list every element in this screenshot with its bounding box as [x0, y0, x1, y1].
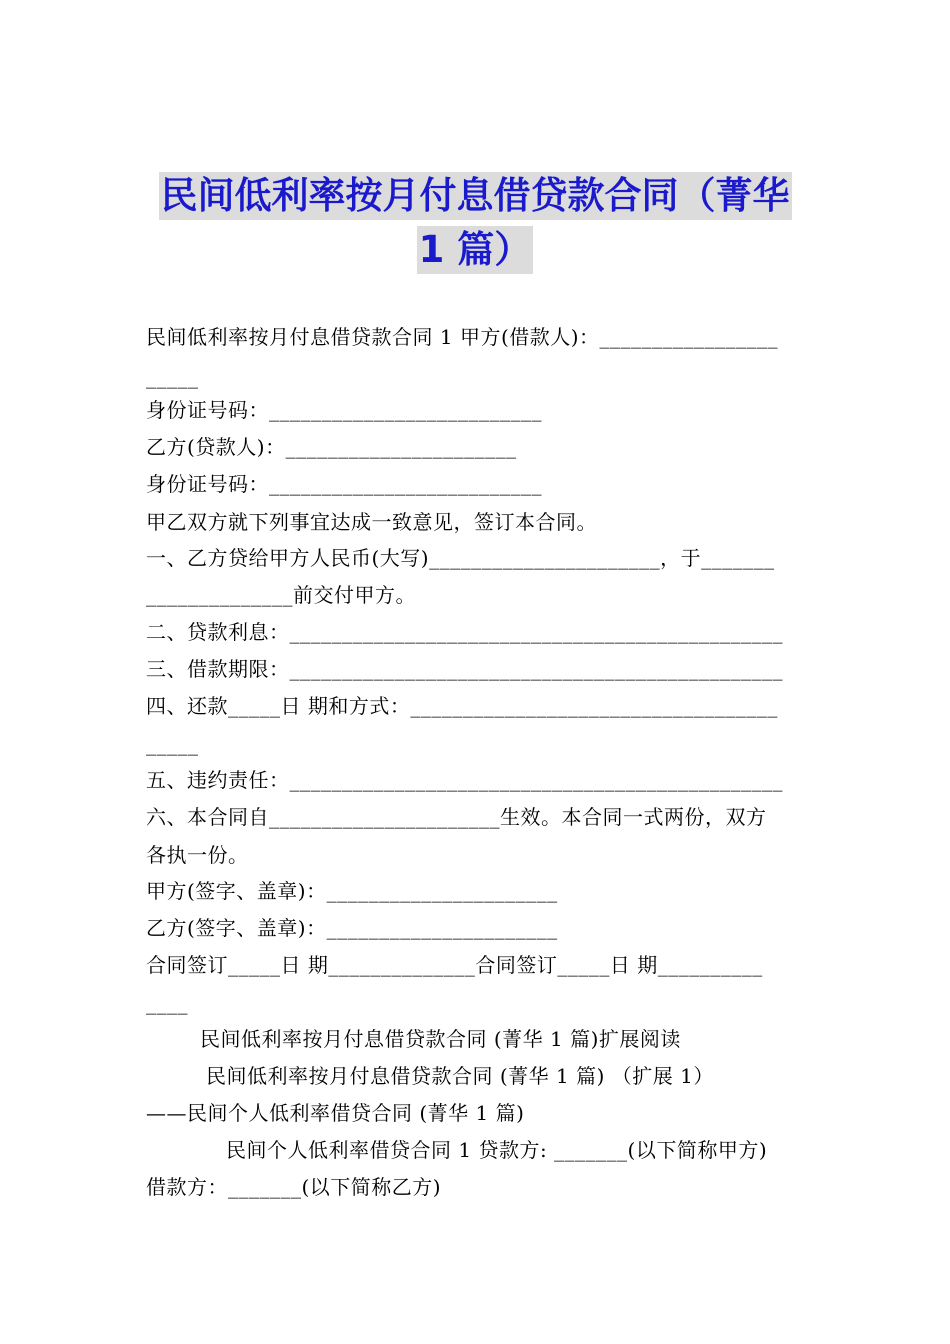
party-b-id-number: 身份证号码：__________________________ — [146, 472, 542, 496]
title-line-1: 民间低利率按月付息借贷款合同（菁华 — [159, 172, 792, 220]
party-a-blank-continuation: _____ — [146, 365, 199, 389]
agreement-statement: 甲乙双方就下列事宜达成一致意见，签订本合同。 — [146, 510, 597, 534]
clause-2-interest: 二、贷款利息：_______________________________________________ — [146, 620, 783, 644]
party-a-id-number: 身份证号码：__________________________ — [146, 398, 542, 422]
clause-6-effective: 六、本合同自______________________生效。本合同一式两份，双方 — [146, 805, 767, 829]
party-a-signature: 甲方(签字、盖章)：______________________ — [146, 879, 558, 903]
title-line-2: 1 篇） — [417, 226, 534, 274]
clause-3-term: 三、借款期限：_______________________________________________ — [146, 657, 783, 681]
extended-lender-line: 民间个人低利率借贷合同 1 贷款方: _______(以下简称甲方) — [226, 1138, 768, 1162]
clause-6-continuation: 各执一份。 — [146, 843, 249, 867]
party-b-lender: 乙方(贷款人)：______________________ — [146, 435, 517, 459]
clause-4-blank-continuation: _____ — [146, 732, 199, 756]
contract-intro-party-a: 民间低利率按月付息借贷款合同 1 甲方(借款人)：_________________ — [146, 325, 779, 349]
clause-5-breach: 五、违约责任：_______________________________________________ — [146, 768, 783, 792]
document-title — [0, 172, 950, 274]
clause-1-continuation: ______________前交付甲方。 — [146, 583, 416, 607]
extended-contract-title: ——民间个人低利率借贷合同 (菁华 1 篇) — [146, 1101, 525, 1125]
signing-dates: 合同签订_____日 期______________合同签订_____日 期__________ — [146, 953, 763, 977]
clause-4-repayment: 四、还款_____日 期和方式：___________________________________ — [146, 694, 778, 718]
title-line-2-wrapper — [0, 226, 950, 274]
signing-dates-continuation: ____ — [146, 991, 188, 1015]
party-b-signature: 乙方(签字、盖章)：______________________ — [146, 916, 558, 940]
extended-borrower-line: 借款方：_______(以下简称乙方) — [146, 1175, 442, 1199]
clause-1-loan-amount: 一、乙方贷给甲方人民币(大写)______________________，于_______ — [146, 546, 775, 570]
extended-reading-heading: 民间低利率按月付息借贷款合同 (菁华 1 篇)扩展阅读 — [200, 1027, 681, 1051]
extended-reading-subheading: 民间低利率按月付息借贷款合同 (菁华 1 篇) （扩展 1） — [206, 1064, 714, 1088]
